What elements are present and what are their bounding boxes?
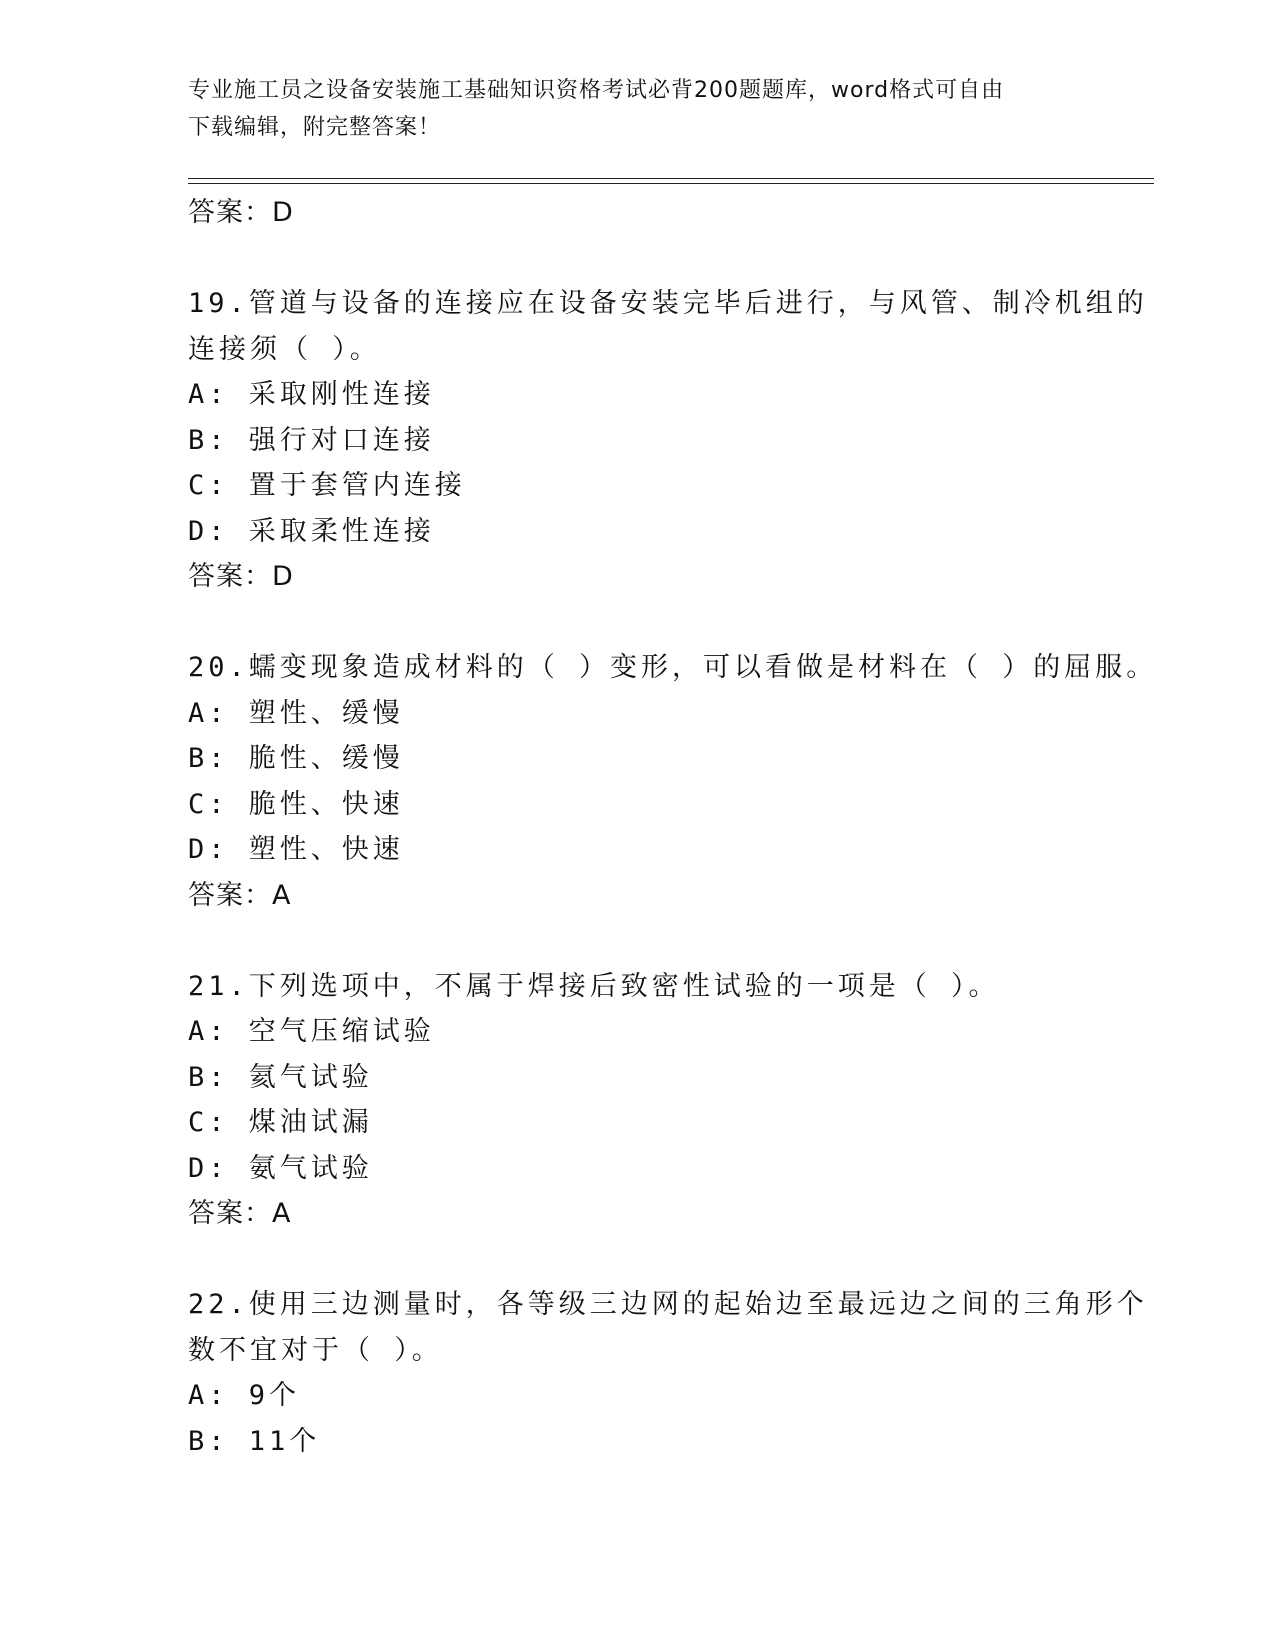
option-a: A: 9个 — [188, 1380, 301, 1411]
option-c: C: 脆性、快速 — [188, 788, 404, 820]
header-divider-bottom — [188, 183, 1154, 184]
question-stem-line: 21.下列选项中，不属于焊接后致密性试验的一项是（ ）。 — [188, 970, 1000, 1002]
question-21 — [188, 964, 1088, 1237]
question-stem-line: 22.使用三边测量时，各等级三边网的起始边至最远边之间的三角形个 — [188, 1289, 1148, 1320]
spacer — [188, 918, 1088, 964]
option-a: A: 空气压缩试验 — [188, 1016, 435, 1047]
spacer — [188, 1237, 1088, 1283]
option-c: C: 置于套管内连接 — [188, 470, 466, 501]
question-stem-line: 数不宜对于（ ）。 — [188, 1334, 443, 1366]
question-stem-line: 连接须（ ）。 — [188, 333, 381, 365]
option-a: A: 采取刚性连接 — [188, 379, 435, 410]
answer: 答案：A — [188, 879, 292, 911]
question-20 — [188, 645, 1158, 918]
question-content — [188, 190, 1158, 1464]
option-d: D: 塑性、快速 — [188, 834, 404, 865]
header-line-1: 专业施工员之设备安装施工基础知识资格考试必背200题题库，word格式可自由 — [188, 78, 1005, 103]
answer: 答案：A — [188, 1198, 292, 1229]
header-divider-top — [188, 178, 1154, 179]
question-stem-line: 19.管道与设备的连接应在设备安装完毕后进行，与风管、制冷机组的 — [188, 288, 1148, 319]
document-header — [188, 72, 1088, 146]
option-b: B: 氦气试验 — [188, 1061, 373, 1093]
spacer — [188, 600, 1088, 646]
option-b: B: 11个 — [188, 1425, 321, 1457]
option-d: D: 采取柔性连接 — [188, 515, 435, 547]
previous-answer: 答案：D — [188, 197, 294, 228]
option-d: D: 氨气试验 — [188, 1152, 373, 1184]
answer: 答案：D — [188, 561, 294, 592]
option-a: A: 塑性、缓慢 — [188, 697, 404, 729]
option-c: C: 煤油试漏 — [188, 1107, 373, 1138]
question-stem-line: 20.蠕变现象造成材料的（ ）变形，可以看做是材料在（ ）的屈服。 — [188, 652, 1158, 683]
question-22 — [188, 1282, 1148, 1464]
header-line-2: 下载编辑，附完整答案！ — [188, 115, 442, 140]
option-b: B: 脆性、缓慢 — [188, 743, 404, 774]
question-19 — [188, 281, 1148, 600]
option-b: B: 强行对口连接 — [188, 424, 435, 456]
spacer — [188, 236, 1088, 282]
